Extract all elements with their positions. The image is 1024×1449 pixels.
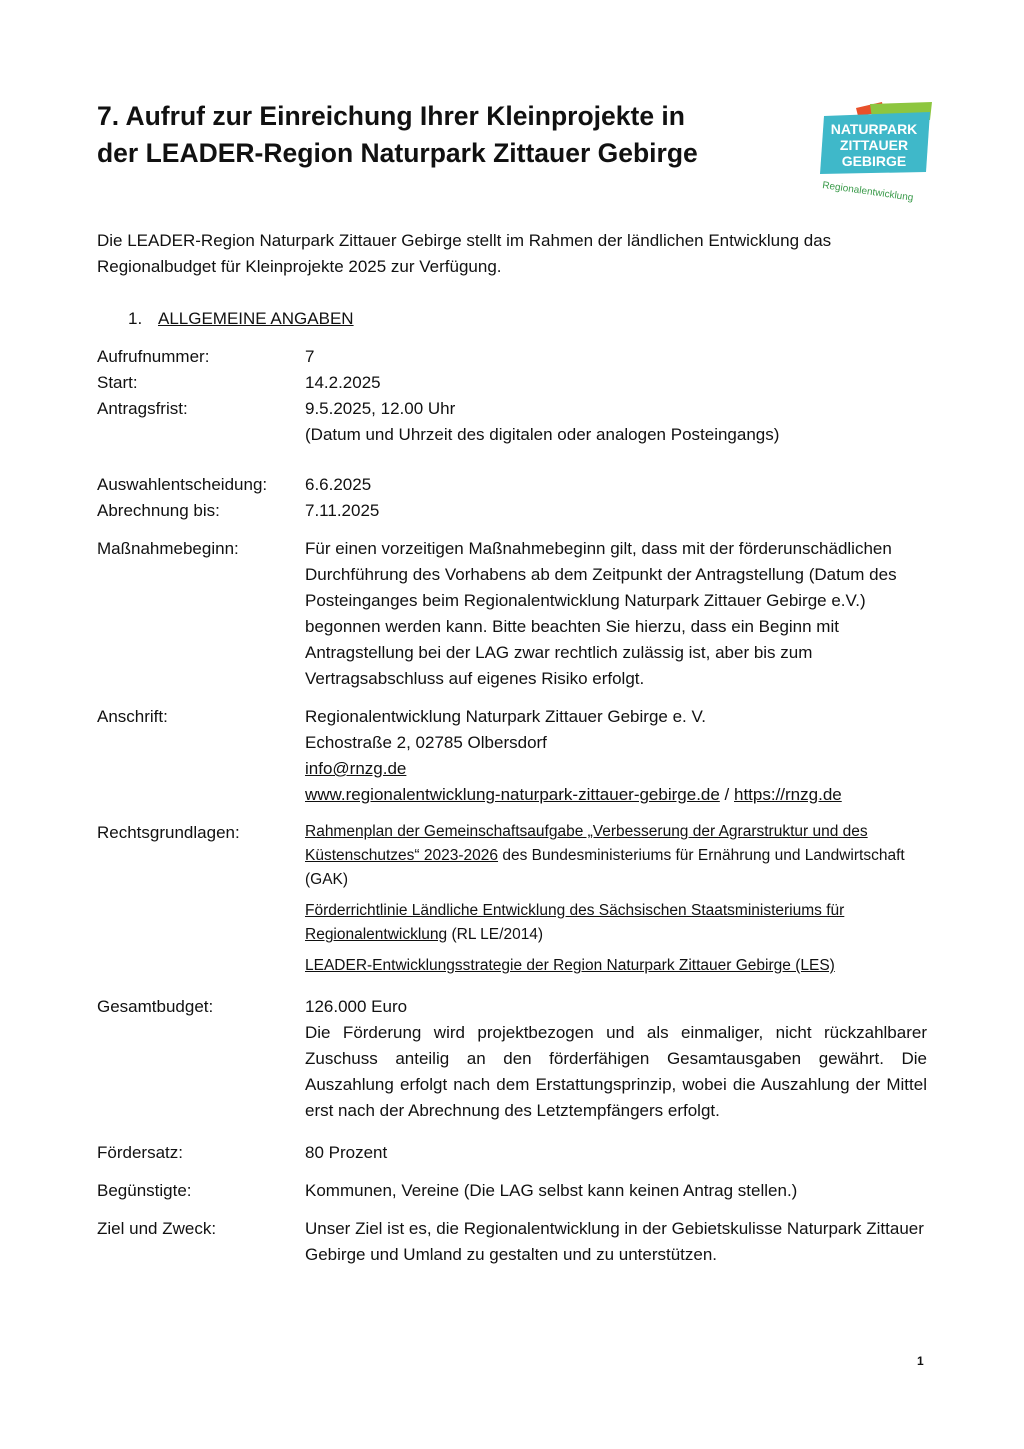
legal-basis-item bbox=[305, 954, 927, 978]
field-value: 9.5.2025, 12.00 Uhr bbox=[305, 399, 456, 418]
website-link-long[interactable]: www.regionalentwicklung-naturpark-zittauer-gebirge.de bbox=[305, 785, 720, 804]
field-label: Antragsfrist: bbox=[97, 399, 188, 418]
title-line-2: der LEADER-Region Naturpark Zittauer Gebirge bbox=[97, 138, 698, 168]
legal-basis-item bbox=[305, 820, 927, 892]
document-title bbox=[97, 98, 797, 172]
address-org: Regionalentwicklung Naturpark Zittauer Gebirge e. V. bbox=[305, 707, 706, 726]
address-block bbox=[305, 704, 927, 808]
field-value: 7.11.2025 bbox=[305, 501, 380, 520]
section-heading bbox=[128, 306, 354, 332]
field-anschrift bbox=[97, 704, 927, 808]
legal-basis-text: des Bundesministeriums für Ernährung und Landwirtschaft (GAK) bbox=[305, 847, 905, 888]
field-gesamtbudget bbox=[97, 994, 927, 1124]
section-title: ALLGEMEINE ANGABEN bbox=[158, 309, 354, 328]
field-value: 7 bbox=[305, 347, 315, 366]
logo-subtitle: Regionalentwicklung bbox=[821, 180, 914, 204]
logo-text-line-1: NATURPARK bbox=[830, 121, 918, 137]
field-label: Ziel und Zweck: bbox=[97, 1219, 217, 1238]
details-list bbox=[97, 344, 927, 1268]
field-value: 126.000 Euro bbox=[305, 997, 408, 1016]
field-antragsfrist bbox=[97, 396, 927, 448]
field-aufrufnummer bbox=[97, 344, 927, 370]
field-foerdersatz bbox=[97, 1140, 927, 1166]
intro-line-1: Die LEADER-Region Naturpark Zittauer Gebirge stellt im Rahmen der ländlichen Entwicklung das bbox=[97, 231, 832, 250]
legal-basis-text: (RL LE/2014) bbox=[447, 926, 544, 943]
field-text: Die Förderung wird projektbezogen und als einmaliger, nicht rückzahlbarer Zuschuss anteilig an den förderfähigen Gesamtausgaben gewährt. Die Auszahlung erfolgt nach dem Erstattungsprinzip, wobei die Auszahlung der Mittel erst nach der Abrechnung des Letztempfängers erfolgt. bbox=[305, 1023, 927, 1120]
field-value: 6.6.2025 bbox=[305, 475, 372, 494]
les-strategy-link[interactable]: LEADER-Entwicklungsstrategie der Region Naturpark Zittauer Gebirge (LES) bbox=[305, 957, 835, 974]
field-beguenstigte bbox=[97, 1178, 927, 1204]
field-massnahmebeginn bbox=[97, 536, 927, 692]
field-value: 80 Prozent bbox=[305, 1143, 388, 1162]
budget-block bbox=[305, 994, 927, 1124]
field-label: Aufrufnummer: bbox=[97, 347, 210, 366]
field-label: Maßnahmebeginn: bbox=[97, 539, 239, 558]
intro-paragraph bbox=[97, 228, 927, 280]
field-text: Für einen vorzeitigen Maßnahmebeginn gilt, dass mit der förderunschädlichen Durchführung des Vorhabens ab dem Zeitpunkt der Antragstellung (Datum des Posteinganges beim Regionalentwicklung Naturpark Zittauer Gebirge e.V.) begonnen werden kann. Bitte beachten Sie hierzu, dass ein Beginn mit Antragstellung bei der LAG zwar rechtlich zulässig ist, aber bis zum Vertragsabschluss auf eigenes Risiko erfolgt. bbox=[305, 539, 897, 688]
legal-basis-item bbox=[305, 899, 927, 947]
field-abrechnung bbox=[97, 498, 927, 524]
field-auswahlentscheidung bbox=[97, 472, 927, 498]
title-line-1: 7. Aufruf zur Einreichung Ihrer Kleinprojekte in bbox=[97, 101, 685, 131]
field-label: Gesamtbudget: bbox=[97, 997, 214, 1016]
logo-text-line-2: ZITTAUER bbox=[839, 137, 909, 153]
field-value-group bbox=[305, 396, 927, 448]
rl-le-link[interactable]: Förderrichtlinie Ländliche Entwicklung des Sächsischen Staatsministeriums für Regionalentwicklung bbox=[305, 902, 845, 943]
field-rechtsgrundlagen bbox=[97, 820, 927, 978]
field-value: 14.2.2025 bbox=[305, 373, 381, 392]
field-label: Auswahlentscheidung: bbox=[97, 475, 268, 494]
page-number: 1 bbox=[917, 1354, 924, 1368]
field-label: Fördersatz: bbox=[97, 1143, 183, 1162]
intro-line-2: Regionalbudget für Kleinprojekte 2025 zur Verfügung. bbox=[97, 257, 502, 276]
gak-rahmenplan-link[interactable]: Rahmenplan der Gemeinschaftsaufgabe „Verbesserung der Agrarstruktur und des Küstenschutzes“ 2023-2026 bbox=[305, 823, 868, 864]
section-number: 1. bbox=[128, 309, 143, 328]
logo-text-line-3: GEBIRGE bbox=[841, 153, 907, 169]
website-link-short[interactable]: https://rnzg.de bbox=[734, 785, 842, 804]
field-label: Start: bbox=[97, 373, 138, 392]
field-ziel bbox=[97, 1216, 927, 1268]
field-text: Unser Ziel ist es, die Regionalentwicklung in der Gebietskulisse Naturpark Zittauer Gebirge und Umland zu gestalten und zu unterstützen. bbox=[305, 1219, 924, 1264]
legal-basis-list bbox=[305, 820, 927, 978]
field-label: Abrechnung bis: bbox=[97, 501, 220, 520]
link-separator: / bbox=[719, 785, 734, 804]
field-start bbox=[97, 370, 927, 396]
naturpark-logo bbox=[812, 98, 937, 208]
field-label: Rechtsgrundlagen: bbox=[97, 823, 240, 842]
field-label: Begünstigte: bbox=[97, 1181, 192, 1200]
field-value: Kommunen, Vereine (Die LAG selbst kann keinen Antrag stellen.) bbox=[305, 1181, 798, 1200]
field-label: Anschrift: bbox=[97, 707, 168, 726]
address-street: Echostraße 2, 02785 Olbersdorf bbox=[305, 733, 547, 752]
field-note: (Datum und Uhrzeit des digitalen oder analogen Posteingangs) bbox=[305, 425, 780, 444]
email-link[interactable]: info@rnzg.de bbox=[305, 759, 407, 778]
